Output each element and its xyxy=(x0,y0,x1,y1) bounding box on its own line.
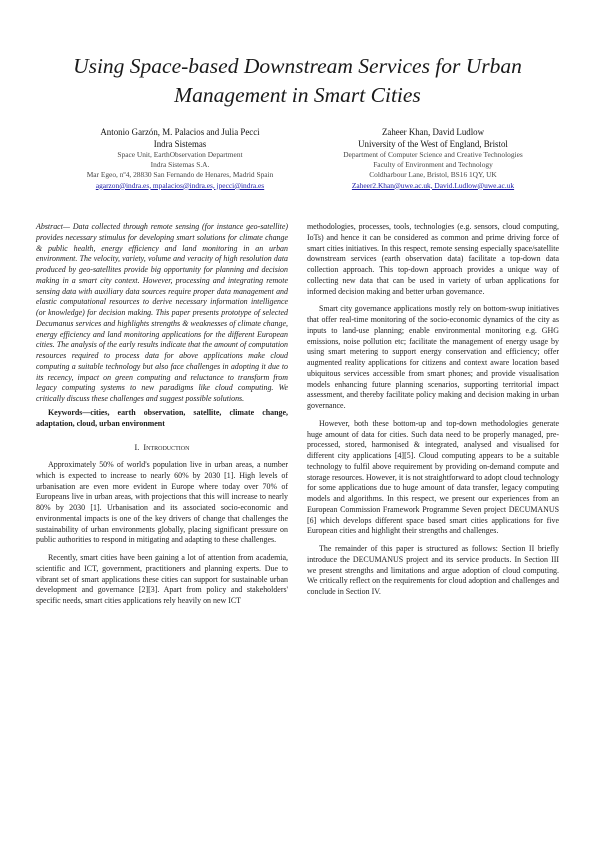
author-address-left: Mar Egeo, nº4, 28830 San Fernando de Henares, Madrid Spain xyxy=(86,170,274,180)
author-names-right: Zaheer Khan, David Ludlow xyxy=(381,127,485,137)
section-title: Introduction xyxy=(143,443,190,453)
author-emails-left[interactable]: agarzon@indra.es, mpalacios@indra.es, jpecci@indra.es xyxy=(95,180,265,190)
author-block-left xyxy=(60,127,300,191)
abstract xyxy=(36,222,288,405)
paper-title xyxy=(20,52,575,110)
author-university-right: University of the West of England, Bristol xyxy=(358,138,508,149)
intro-paragraph-1: Approximately 50% of world's population live in urban areas, a number which is expected to increase to nearly 60% by 2030 [1]. High levels of urbanisation are even more evident in Europe where today over 70% of Europeans live in urban areas, with projections that this will increase to nearly 80% by 2030 [1]. Urbanisation and its associated socio-economic and environmental impacts is one of the key drivers of change that challenges the sustainability of urban environments globally, placing significant pressure on public authorities to respond in mitigating and adapting to these challenges. xyxy=(36,460,288,545)
author-block-right xyxy=(318,127,548,191)
author-emails-right[interactable]: Zaheer2.Khan@uwe.ac.uk, David.Ludlow@uwe.ac.uk xyxy=(351,180,515,190)
abstract-label: Abstract xyxy=(36,222,63,231)
abstract-text: — Data collected through remote sensing (for instance geo-satellite) provides necessary stimulus for developing smart solutions for climate change & public health, energy efficiency and land monitoring in an urban environment. The velocity, variety, volume and veracity of high resolution data produced by geo-satellites provide big opportunity for planning and decision making in a smart city context. However, processing and integrating remote sensing data with auxiliary data sources require proper data management and elastic computational resources to derive necessary information intelligence (or knowledge) for decision making. This paper presents prototype of selected Decumanus services and highlights strengths & weaknesses of climate change, energy efficiency and land monitoring applications for the different European cities. The analysis of the early results indicate that the amount of computation resources required to process data for above applications make cloud computing a suitable technology but also face challenges in adopting it due to its recency, impact on green computing and reluctance to transform from legacy computing systems to new paradigms like cloud computing. We critically discuss these challenges and suggest possible solutions. xyxy=(36,222,288,403)
author-names-left: Antonio Garzón, M. Palacios and Julia Pecci xyxy=(100,127,260,137)
title-line-2: Management in Smart Cities xyxy=(174,83,421,107)
title-line-1: Using Space-based Downstream Services for Urban xyxy=(73,54,522,78)
author-dept-right: Department of Computer Science and Creative Technologies xyxy=(343,150,523,159)
body-paragraph-3: methodologies, processes, tools, technologies (e.g. sensors, cloud computing, IoTs) and hence it can be considered as common and prime driving force of smart cities initiatives. In this respect, remote sensing especially space/satellite downstream services (earth observation data) facilitate a top-down data collection approach. This top-down approach provides a unique way of collecting new data that can be used in variety of urban applications for informed decision making and better urban governance. xyxy=(307,222,559,296)
section-heading-introduction xyxy=(36,443,288,454)
author-org-left: Indra Sistemas S.A. xyxy=(150,160,210,170)
body-paragraph-4: Smart city governance applications mostly rely on bottom-swup initiatives that offer real-time monitoring of the socio-economic dynamics of the city as inputs to land-use planning; enable environmental monitoring e.g. GHG emissions, noise pollution etc; facilitate the management of energy usage by using smart metering to support energy conservation and efficiency; offer augmented reality applications for citizens and context aware location based ubiquitous services accessible from smart phones; and provide visualisation models enhancing future planning scenarios, supporting territorial impact assessment, and thereby facilitate policy making and decision making in urban governance. xyxy=(307,304,559,410)
section-number: I. xyxy=(134,443,140,453)
left-column xyxy=(36,222,288,607)
author-address-right: Coldharbour Lane, Bristol, BS16 1QY, UK xyxy=(369,170,497,180)
keywords: Keywords—cities, earth observation, satellite, climate change, adaptation, cloud, urban environment xyxy=(36,407,288,428)
author-faculty-right: Faculty of Environment and Technology xyxy=(373,160,493,170)
body-paragraph-5: However, both these bottom-up and top-down methodologies generate huge amount of data for cities. Such data need to be properly managed, pre-processed, stored, harmonised & integrated, analysed and visualised for different city applications [4][5]. Cloud computing appears to be a suitable technology to fulfil above requirement by providing on-demand compute and storage resources. However, it is not straightforward to adopt cloud technology for some applications due to huge amount of data transfer, legacy computing models and algorithms. In this respect, we present our experiences from an European Commission Framework Programme Seven project DECUMANUS [6] which develops different space based smart cities applications for five European cities and highlight their strengths and challenges. xyxy=(307,418,559,536)
author-company-left: Indra Sistemas xyxy=(153,138,207,149)
body-paragraph-6: The remainder of this paper is structured as follows: Section II briefly introduce the DECUMANUS project and its service products. In Section III we present strengths and limitations and argue adoption of cloud computing. We critically reflect on the requirements for cloud adoption and challenges and conclude in Section IV. xyxy=(307,544,559,596)
right-column xyxy=(307,222,559,598)
author-dept-left: Space Unit, EarthObservation Department xyxy=(117,150,243,159)
intro-paragraph-2: Recently, smart cities have been gaining a lot of attention from academia, scientific and ICT, government, practitioners and planning experts. Due to vibrant set of smart applications these cities can support for sustainable urban development and governance [2][3]. Apart from policy and stakeholders' specific needs, smart cities applications rely heavily on new ICT xyxy=(36,553,288,605)
